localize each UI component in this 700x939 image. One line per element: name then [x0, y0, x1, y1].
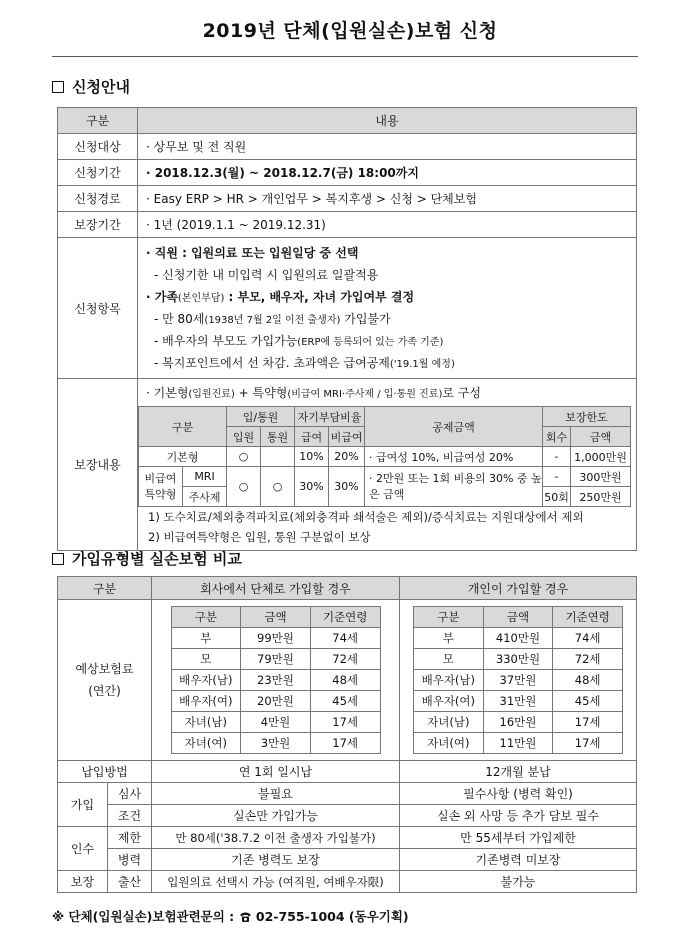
premium-cell: 4만원	[241, 712, 311, 733]
table-row	[58, 871, 637, 893]
table-row	[58, 783, 637, 805]
row-label: 신청경로	[58, 186, 138, 212]
premium-cell: 74세	[310, 628, 380, 649]
premium-label	[58, 600, 152, 761]
cell: ○	[227, 447, 261, 467]
items-line: - 신청기한 내 미입력 시 입원의료 일괄적용	[154, 268, 379, 282]
premium-cell: 45세	[310, 691, 380, 712]
inner-header: 금액	[241, 607, 311, 628]
header-gubun: 구분	[58, 577, 152, 600]
items-text: 가입불가	[340, 312, 391, 326]
coverage-text: + 특약형	[234, 386, 288, 400]
header-company: 회사에서 단체로 가입할 경우	[152, 577, 400, 600]
header-content: 내용	[138, 108, 637, 134]
cell: 필수사항 (병력 확인)	[400, 783, 637, 805]
row-content: · 2018.12.3(월) ~ 2018.12.7(금) 18:00까지	[138, 160, 637, 186]
row-sublabel: 출산	[108, 871, 152, 893]
inner-header: 금액	[483, 607, 553, 628]
premium-cell: 17세	[553, 733, 623, 754]
table-row	[58, 761, 637, 783]
table-row	[414, 649, 623, 670]
cell: 기존 병력도 보장	[152, 849, 400, 871]
cell: 1,000만원	[571, 447, 631, 467]
detail-header-iptong: 입/통원	[227, 407, 295, 427]
premium-cell: 배우자(남)	[171, 670, 241, 691]
premium-cell: 23만원	[241, 670, 311, 691]
table-row	[171, 691, 380, 712]
inner-header: 구분	[171, 607, 241, 628]
detail-header-gup: 급여	[295, 427, 329, 447]
row-label: 보장	[58, 871, 108, 893]
cell: 20%	[329, 447, 365, 467]
table-row	[171, 670, 380, 691]
cell: 기본형	[139, 447, 227, 467]
premium-cell: 16만원	[483, 712, 553, 733]
row-label: 보장내용	[58, 379, 138, 551]
table-row	[58, 160, 637, 186]
header-gubun: 구분	[58, 108, 138, 134]
premium-label-line: 예상보험료	[75, 662, 134, 676]
table-row	[139, 467, 631, 487]
coverage-note: 2) 비급여특약형은 입원, 통원 구분없이 보상	[148, 530, 371, 544]
premium-cell: 99만원	[241, 628, 311, 649]
premium-cell: 17세	[310, 733, 380, 754]
cell: 불가능	[400, 871, 637, 893]
table-row	[171, 628, 380, 649]
coverage-text-small: (입원진료)	[188, 389, 235, 400]
cell: ○	[227, 467, 261, 507]
header-personal: 개인이 가입할 경우	[400, 577, 637, 600]
detail-header-deduct: 공제금액	[365, 407, 543, 447]
coverage-detail-table	[138, 406, 631, 507]
table-row	[58, 186, 637, 212]
company-premium-table	[171, 606, 381, 754]
personal-premium-table	[413, 606, 623, 754]
items-line	[146, 286, 636, 308]
guide-table	[57, 107, 637, 551]
cell: 10%	[295, 447, 329, 467]
items-line	[146, 330, 636, 352]
coverage-text: · 기본형	[146, 386, 189, 400]
compare-table	[57, 576, 637, 893]
premium-cell: 72세	[310, 649, 380, 670]
row-sublabel: 조건	[108, 805, 152, 827]
cell: ○	[261, 467, 295, 507]
row-sublabel: 병력	[108, 849, 152, 871]
cell: 실손만 가입가능	[152, 805, 400, 827]
premium-cell: 모	[414, 649, 484, 670]
coverage-note: 1) 도수치료/체외충격파치료(체외충격파 쇄석술은 제외)/증식치료는 지원대상에서 제외	[148, 510, 584, 524]
items-text-small: (1938년 7월 2일 이전 출생자)	[204, 315, 341, 326]
cell	[261, 447, 295, 467]
items-text: : 부모, 배우자, 자녀 가입여부 결정	[224, 290, 415, 304]
items-line	[146, 352, 636, 374]
row-sublabel: 제한	[108, 827, 152, 849]
cell: 30%	[329, 467, 365, 507]
row-sublabel: 심사	[108, 783, 152, 805]
table-row	[58, 212, 637, 238]
table-row	[58, 805, 637, 827]
section-heading-compare	[52, 548, 242, 569]
table-row	[139, 447, 631, 467]
row-label: 인수	[58, 827, 108, 871]
premium-cell: 11만원	[483, 733, 553, 754]
premium-cell: 배우자(남)	[414, 670, 484, 691]
cell: 250만원	[571, 487, 631, 507]
table-header-row	[58, 577, 637, 600]
row-content: · Easy ERP > HR > 개인업무 > 복지후생 > 신청 > 단체보험	[138, 186, 637, 212]
premium-cell: 31만원	[483, 691, 553, 712]
table-row	[414, 691, 623, 712]
premium-cell: 48세	[310, 670, 380, 691]
phone-icon	[239, 911, 252, 926]
table-row	[171, 712, 380, 733]
detail-header-tong: 통원	[261, 427, 295, 447]
cell: -	[543, 467, 571, 487]
cell: 실손 외 사망 등 추가 담보 필수	[400, 805, 637, 827]
detail-header-bigup: 비급여	[329, 427, 365, 447]
square-bullet-icon	[52, 81, 64, 93]
items-text-small: ('19.1월 예정)	[389, 359, 455, 370]
row-label: 신청대상	[58, 134, 138, 160]
contact-footer	[52, 907, 409, 926]
page-title: 2019년 단체(입원실손)보험 신청	[202, 20, 498, 42]
footer-phone: 02-755-1004 (동우기획)	[251, 909, 409, 924]
detail-header-amount: 금액	[571, 427, 631, 447]
items-content	[138, 238, 637, 379]
premium-cell: 모	[171, 649, 241, 670]
table-row	[58, 134, 637, 160]
table-row-premium	[58, 600, 637, 761]
items-line	[146, 308, 636, 330]
square-bullet-icon	[52, 553, 64, 565]
coverage-intro	[138, 382, 636, 404]
items-line: · 직원 : 입원의료 또는 입원일당 중 선택	[146, 246, 359, 260]
detail-header-ip: 입원	[227, 427, 261, 447]
title-divider	[52, 56, 638, 57]
cell: 만 55세부터 가입제한	[400, 827, 637, 849]
table-row	[171, 733, 380, 754]
cell: 불필요	[152, 783, 400, 805]
coverage-text: 로 구성	[442, 386, 481, 400]
detail-header-self: 자기부담비율	[295, 407, 365, 427]
detail-header-limit: 보장한도	[543, 407, 631, 427]
premium-cell: 45세	[553, 691, 623, 712]
table-row	[58, 827, 637, 849]
cell: 비급여 특약형	[139, 467, 183, 507]
section-heading-guide	[52, 76, 130, 97]
row-content: · 1년 (2019.1.1 ~ 2019.12.31)	[138, 212, 637, 238]
table-header-row	[58, 108, 637, 134]
premium-cell: 부	[171, 628, 241, 649]
cell: 300만원	[571, 467, 631, 487]
cell: 50회	[543, 487, 571, 507]
table-row-items	[58, 238, 637, 379]
detail-header-count: 회수	[543, 427, 571, 447]
row-label: 납입방법	[58, 761, 152, 783]
premium-cell: 330만원	[483, 649, 553, 670]
company-premium-cell	[152, 600, 400, 761]
personal-premium-cell	[400, 600, 637, 761]
table-row	[414, 670, 623, 691]
cell: 기존병력 미보장	[400, 849, 637, 871]
premium-label-line: (연간)	[88, 684, 121, 698]
row-label: 신청기간	[58, 160, 138, 186]
table-row-coverage	[58, 379, 637, 551]
premium-cell: 74세	[553, 628, 623, 649]
cell: -	[543, 447, 571, 467]
premium-cell: 자녀(남)	[171, 712, 241, 733]
footer-prefix: ※ 단체(입원실손)보험관련문의 :	[52, 909, 239, 924]
items-text-small: (본인부담)	[177, 293, 225, 304]
row-label: 가입	[58, 783, 108, 827]
table-row	[58, 849, 637, 871]
premium-cell: 배우자(여)	[414, 691, 484, 712]
cell: 30%	[295, 467, 329, 507]
table-row	[414, 628, 623, 649]
items-text-small: (ERP에 등록되어 있는 가족 기준)	[297, 337, 444, 348]
table-row	[414, 733, 623, 754]
section-heading-text: 신청안내	[72, 78, 130, 96]
premium-cell: 37만원	[483, 670, 553, 691]
row-content: · 상무보 및 전 직원	[138, 134, 637, 160]
inner-header: 기준연령	[310, 607, 380, 628]
inner-header: 구분	[414, 607, 484, 628]
table-row	[414, 712, 623, 733]
premium-cell: 72세	[553, 649, 623, 670]
premium-cell: 3만원	[241, 733, 311, 754]
coverage-content	[138, 379, 637, 551]
cell: 만 80세('38.7.2 이전 출생자 가입불가)	[152, 827, 400, 849]
premium-cell: 자녀(남)	[414, 712, 484, 733]
cell: 연 1회 일시납	[152, 761, 400, 783]
cell: · 2만원 또는 1회 비용의 30% 중 높은 금액	[365, 467, 543, 507]
inner-header: 기준연령	[553, 607, 623, 628]
cell: 주사제	[183, 487, 227, 507]
items-text: - 만 80세	[154, 312, 205, 326]
premium-cell: 17세	[553, 712, 623, 733]
premium-cell: 배우자(여)	[171, 691, 241, 712]
cell: 입원의료 선택시 가능 (여직원, 여배우자限)	[152, 871, 400, 893]
premium-cell: 20만원	[241, 691, 311, 712]
premium-cell: 17세	[310, 712, 380, 733]
section-heading-text: 가입유형별 실손보험 비교	[72, 550, 242, 568]
premium-cell: 자녀(여)	[414, 733, 484, 754]
premium-cell: 410만원	[483, 628, 553, 649]
coverage-text-small: (비급여 MRI·주사제 / 입·통원 진료)	[287, 389, 443, 400]
items-text: - 복지포인트에서 선 차감. 초과액은 급여공제	[154, 356, 390, 370]
items-text: · 가족	[146, 290, 178, 304]
detail-header-gubun: 구분	[139, 407, 227, 447]
row-label: 신청항목	[58, 238, 138, 379]
premium-cell: 부	[414, 628, 484, 649]
cell: MRI	[183, 467, 227, 487]
cell: 12개월 분납	[400, 761, 637, 783]
premium-cell: 48세	[553, 670, 623, 691]
cell: · 급여성 10%, 비급여성 20%	[365, 447, 543, 467]
table-row	[171, 649, 380, 670]
items-text: - 배우자의 부모도 가입가능	[154, 334, 298, 348]
premium-cell: 자녀(여)	[171, 733, 241, 754]
premium-cell: 79만원	[241, 649, 311, 670]
row-label: 보장기간	[58, 212, 138, 238]
